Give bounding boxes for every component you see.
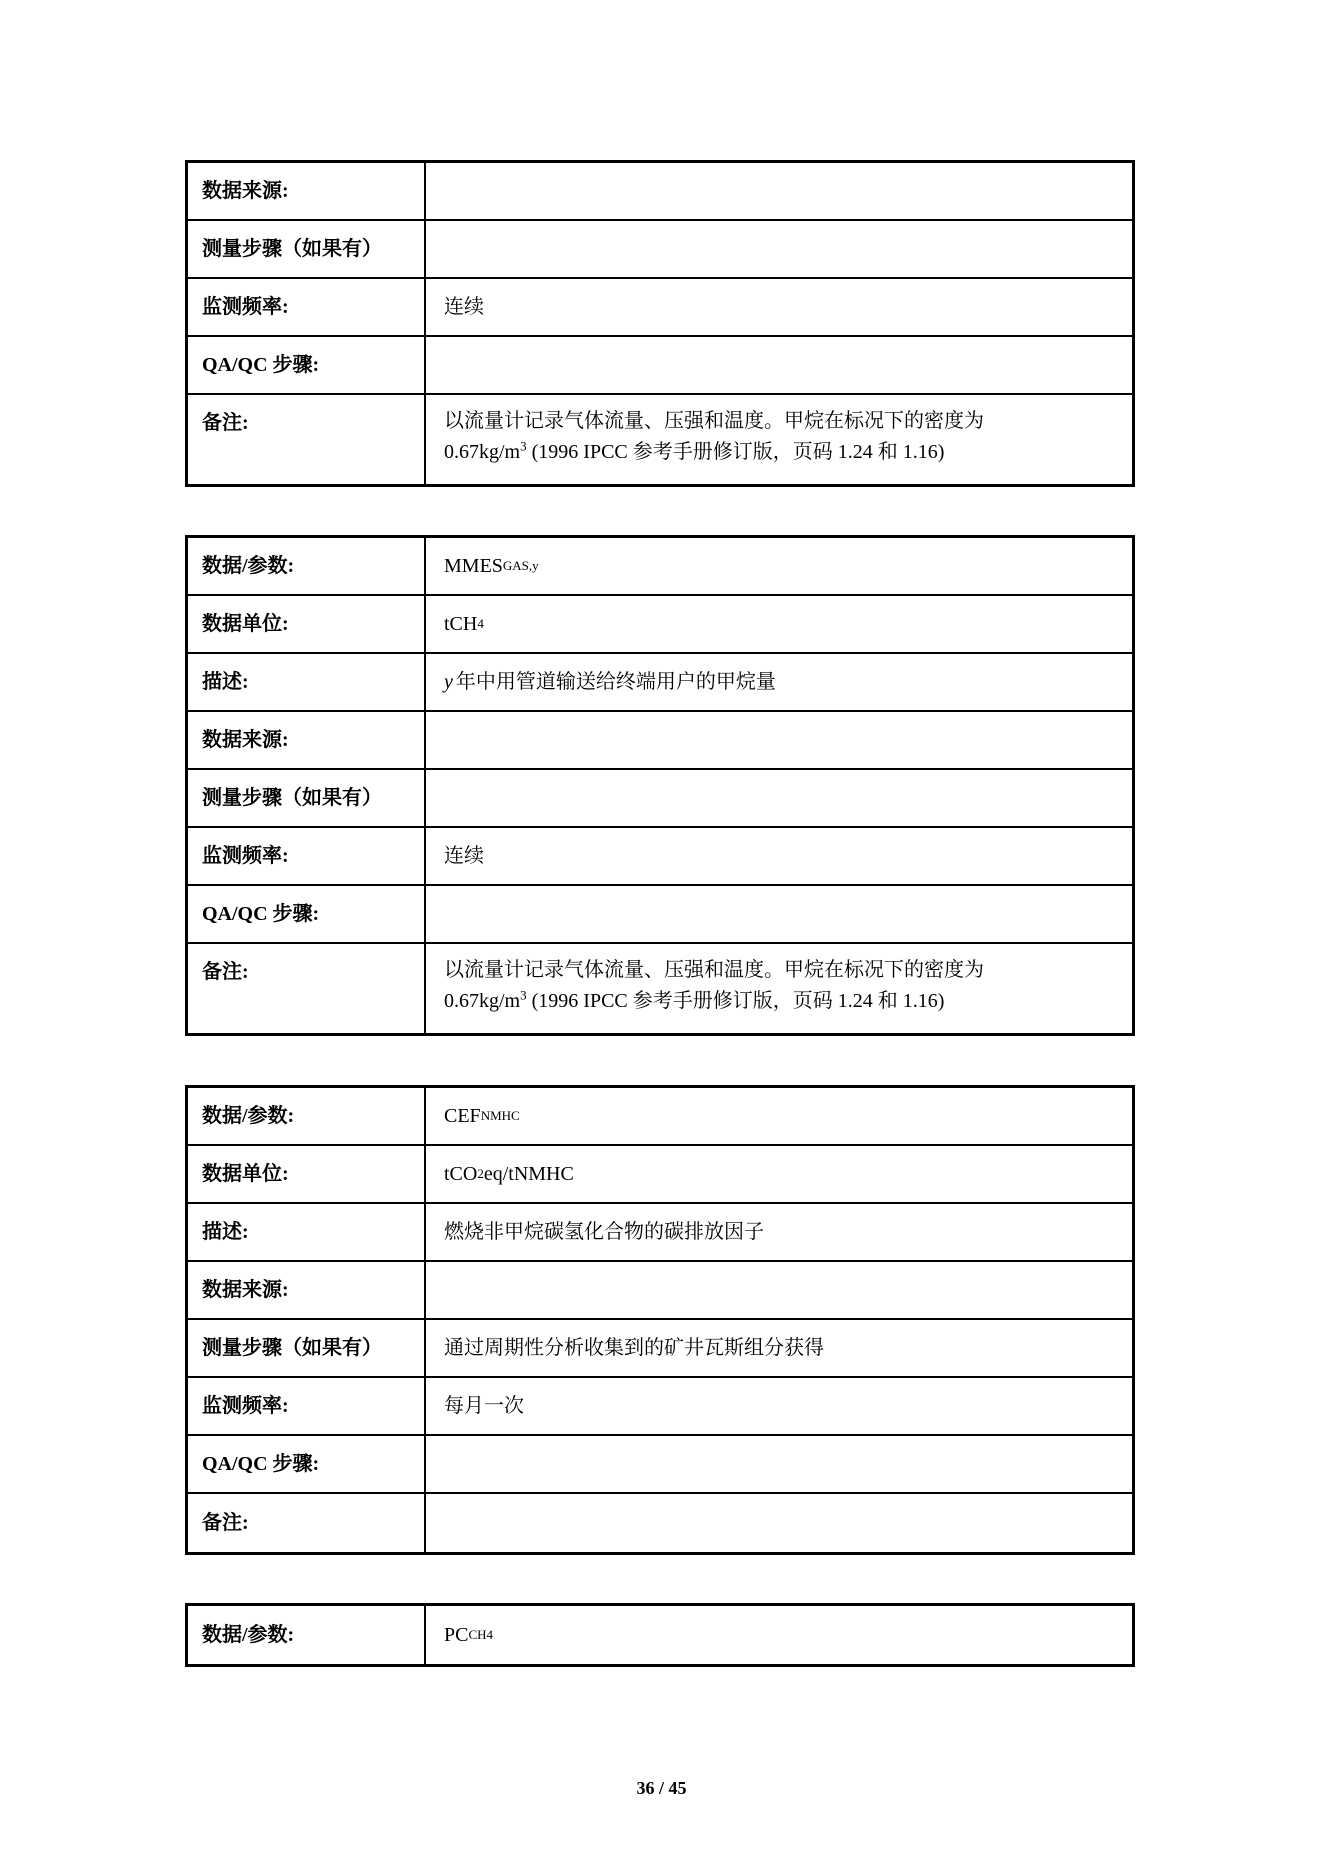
parameter-table-1: [185, 160, 1135, 487]
field-label: 监测频率:: [188, 828, 426, 884]
table-row: [188, 944, 1132, 1033]
table-row: [188, 1606, 1132, 1664]
field-value: CEF NMHC: [444, 1105, 520, 1127]
field-value: tCH 4: [444, 613, 484, 635]
field-value: [426, 221, 1132, 277]
field-label: 备注:: [188, 944, 426, 1033]
remark-line-2-post: (1996 IPCC 参考手册修订版，页码 1.24 和 1.16): [526, 441, 945, 463]
field-value-text: 通过周期性分析收集到的矿井瓦斯组分获得: [444, 1337, 824, 1359]
table-row: [188, 654, 1132, 712]
remark-line-2-pre: 0.67kg/m: [444, 990, 521, 1012]
field-label: 数据单位:: [188, 596, 426, 652]
field-value: tCO 2 eq/tNMHC: [444, 1163, 574, 1185]
remark-line-2: [444, 986, 1118, 1017]
table-row: [188, 221, 1132, 279]
parameter-table-2: [185, 535, 1135, 1036]
field-value: [426, 1320, 1132, 1376]
table-row: [188, 712, 1132, 770]
field-value: [426, 654, 1132, 710]
field-value: [426, 163, 1132, 219]
field-value: [426, 1262, 1132, 1318]
table-row: [188, 538, 1132, 596]
table-row: [188, 1262, 1132, 1320]
table-row: [188, 1088, 1132, 1146]
unit-symbol: tCO: [444, 1163, 478, 1185]
field-value-text: 连续: [444, 296, 484, 318]
field-value: [426, 886, 1132, 942]
field-value: [426, 712, 1132, 768]
table-row: [188, 1436, 1132, 1494]
page-number: 36 / 45: [636, 1778, 687, 1798]
remark-line-2: [444, 437, 1118, 468]
field-label: QA/QC 步骤:: [188, 886, 426, 942]
field-value: [426, 944, 1132, 1033]
remark-line-1: 以流量计记录气体流量、压强和温度。甲烷在标况下的密度为: [444, 959, 984, 981]
parameter-table-3: [185, 1085, 1135, 1555]
parameter-symbol: MMES: [444, 555, 503, 577]
field-value: PC CH4: [444, 1624, 494, 1646]
field-label: 数据单位:: [188, 1146, 426, 1202]
field-label: QA/QC 步骤:: [188, 1436, 426, 1492]
field-value-text: 燃烧非甲烷碳氢化合物的碳排放因子: [444, 1221, 764, 1243]
table-row: [188, 1204, 1132, 1262]
superscript: 3: [520, 987, 527, 1003]
field-value: MMES GAS,y: [444, 555, 539, 577]
unit-symbol: tCH: [444, 613, 478, 635]
table-row: [188, 337, 1132, 395]
field-label: 测量步骤（如果有）: [188, 770, 426, 826]
field-label: 监测频率:: [188, 279, 426, 335]
table-row: [188, 1494, 1132, 1552]
table-row: [188, 395, 1132, 484]
field-label: 描述:: [188, 654, 426, 710]
field-label: 数据/参数:: [188, 1606, 426, 1664]
remark-line-1: 以流量计记录气体流量、压强和温度。甲烷在标况下的密度为: [444, 410, 984, 432]
variable-symbol: y: [444, 671, 453, 693]
table-row: [188, 770, 1132, 828]
table-row: [188, 163, 1132, 221]
field-value: [426, 395, 1132, 484]
field-value: [426, 279, 1132, 335]
remark-line-2-post: (1996 IPCC 参考手册修订版，页码 1.24 和 1.16): [526, 990, 945, 1012]
field-value: [426, 1378, 1132, 1434]
table-row: [188, 1320, 1132, 1378]
field-value: [426, 337, 1132, 393]
field-label: 数据来源:: [188, 163, 426, 219]
table-row: [188, 596, 1132, 654]
field-value: [426, 770, 1132, 826]
field-value: [426, 828, 1132, 884]
remark-line-2-pre: 0.67kg/m: [444, 441, 521, 463]
table-row: [188, 828, 1132, 886]
field-label: 数据/参数:: [188, 538, 426, 594]
field-label: 监测频率:: [188, 1378, 426, 1434]
field-label: 测量步骤（如果有）: [188, 221, 426, 277]
table-row: [188, 1146, 1132, 1204]
field-value-text: 每月一次: [444, 1395, 524, 1417]
table-row: [188, 886, 1132, 944]
field-label: 描述:: [188, 1204, 426, 1260]
field-label: 备注:: [188, 395, 426, 484]
parameter-symbol: PC: [444, 1624, 469, 1646]
table-row: [188, 279, 1132, 337]
unit-symbol-suffix: eq/tNMHC: [483, 1163, 574, 1185]
table-row: [188, 1378, 1132, 1436]
field-label: QA/QC 步骤:: [188, 337, 426, 393]
field-label: 备注:: [188, 1494, 426, 1552]
field-label: 测量步骤（如果有）: [188, 1320, 426, 1376]
superscript: 3: [520, 438, 527, 454]
field-value: [426, 1436, 1132, 1492]
field-label: 数据来源:: [188, 712, 426, 768]
field-value: [426, 1494, 1132, 1552]
parameter-table-4: [185, 1603, 1135, 1667]
field-value-text: 年中用管道输送给终端用户的甲烷量: [455, 671, 776, 693]
field-label: 数据/参数:: [188, 1088, 426, 1144]
field-value: [426, 1204, 1132, 1260]
field-value-text: 连续: [444, 845, 484, 867]
field-label: 数据来源:: [188, 1262, 426, 1318]
parameter-symbol: CEF: [444, 1105, 481, 1127]
